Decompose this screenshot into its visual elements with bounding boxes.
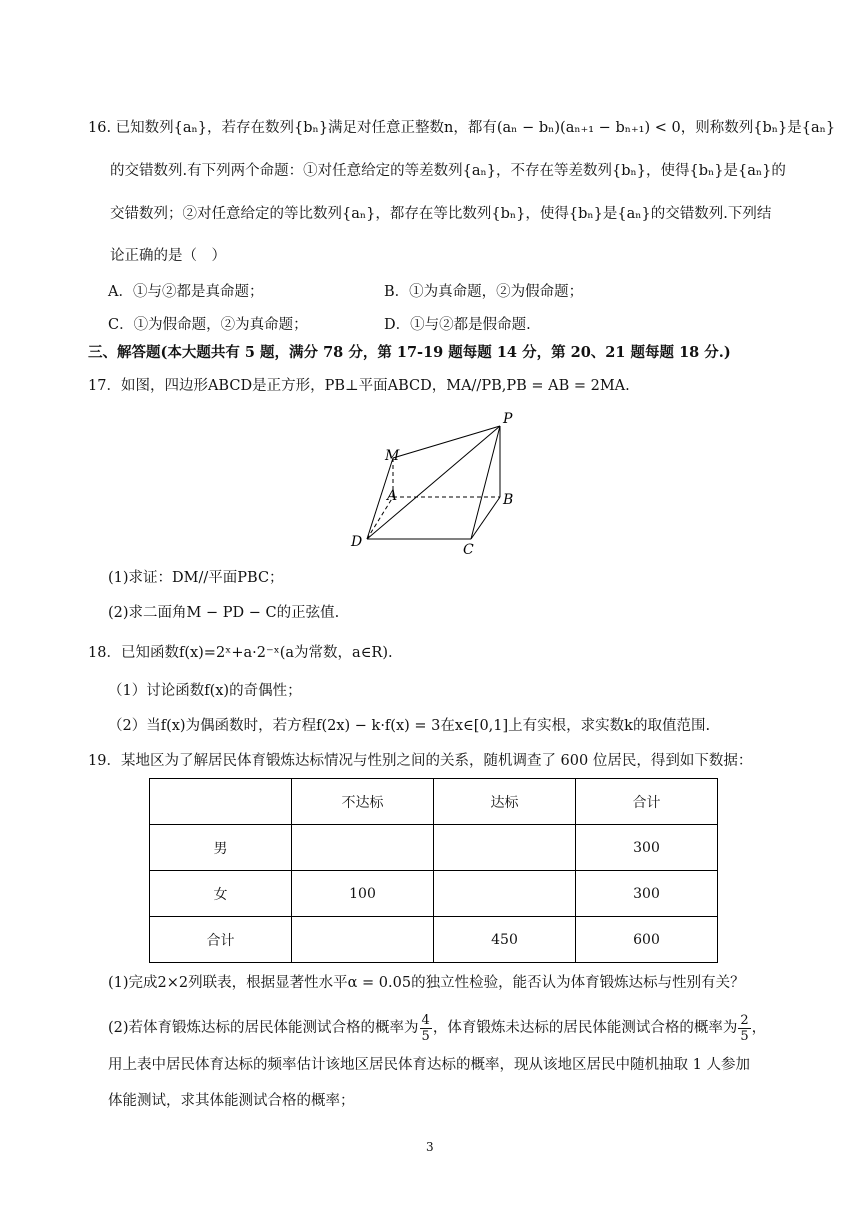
table-row: [150, 825, 718, 871]
table-cell: 合计: [150, 917, 292, 963]
table-cell: 300: [576, 871, 718, 917]
label-p: P: [503, 411, 513, 427]
table-cell: 女: [150, 871, 292, 917]
q19-part-2-text-a: (2)若体育锻炼达标的居民体能测试合格的概率为: [108, 1020, 419, 1036]
table-cell: 100: [292, 871, 434, 917]
table-cell: 600: [576, 917, 718, 963]
q19-part-2-line-1: [108, 1012, 766, 1044]
fraction-denominator: 5: [740, 1028, 749, 1044]
edge-cp: [471, 426, 500, 539]
page-number: 3: [426, 1140, 434, 1154]
label-a: A: [387, 488, 398, 504]
table-cell: 男: [150, 825, 292, 871]
fraction-two-fifths: [738, 1013, 750, 1044]
q16-line-4: 论正确的是（ ）: [110, 248, 226, 264]
table-header-row: [150, 779, 718, 825]
table-cell: [292, 917, 434, 963]
q16-option-c: C．①为假命题，②为真命题；: [108, 317, 308, 333]
table-cell: [434, 871, 576, 917]
q17-part-2: (2)求二面角M − PD − C的正弦值.: [108, 605, 340, 621]
q16-line-1: 16. 已知数列{aₙ}，若存在数列{bₙ}满足对任意正整数n，都有(aₙ − bₙ)(aₙ₊₁ − bₙ₊₁) < 0，则称数列{bₙ}是{aₙ}: [88, 120, 836, 136]
q16-option-d: D．①与②都是假命题.: [384, 317, 531, 333]
q17-stem: 17．如图，四边形ABCD是正方形，PB⊥平面ABCD，MA//PB,PB = AB = 2MA.: [88, 378, 630, 394]
section-3-heading: 三、解答题(本大题共有 5 题，满分 78 分，第 17-19 题每题 14 分，第 20、21 题每题 18 分.): [88, 344, 731, 361]
q19-part-2-line-3: 体能测试，求其体能测试合格的概率；: [108, 1093, 355, 1109]
table-cell: [292, 825, 434, 871]
fraction-four-fifths: [420, 1013, 432, 1044]
table-row: [150, 871, 718, 917]
label-b: B: [503, 492, 514, 508]
q19-part-2-text-c: ，: [751, 1020, 767, 1036]
table-cell: 合计: [576, 779, 718, 825]
edge-cb: [471, 497, 500, 539]
q17-geometry-figure: [345, 408, 535, 558]
q16-option-a: A．①与②都是真命题；: [108, 284, 264, 300]
q18-part-1: （1）讨论函数f(x)的奇偶性；: [108, 683, 302, 699]
q18-part-2: （2）当f(x)为偶函数时，若方程f(2x) − k·f(x) = 3在x∈[0,1]上有实根，求实数k的取值范围.: [108, 718, 711, 734]
q19-part-1: (1)完成2×2列联表，根据显著性水平α = 0.05的独立性检验，能否认为体育锻炼达标与性别有关？: [108, 975, 745, 991]
q19-part-2-line-2: 用上表中居民体育达标的频率估计该地区居民体育达标的概率，现从该地区居民中随机抽取 1 人参加: [108, 1057, 750, 1073]
table-cell: 达标: [434, 779, 576, 825]
q18-stem: 18．已知函数f(x)=2ˣ+a·2⁻ˣ(a为常数，a∈R).: [88, 645, 393, 661]
label-m: M: [385, 448, 400, 464]
q16-line-3: 交错数列；②对任意给定的等比数列{aₙ}，都存在等比数列{bₙ}，使得{bₙ}是{aₙ}的交错数列.下列结: [110, 206, 772, 222]
table-cell: [434, 825, 576, 871]
label-d: D: [351, 534, 363, 550]
fraction-numerator: 2: [740, 1012, 749, 1028]
fraction-denominator: 5: [421, 1028, 430, 1044]
q19-part-2-text-b: ，体育锻炼未达标的居民体能测试合格的概率为: [432, 1020, 738, 1036]
label-c: C: [463, 542, 474, 558]
edge-mp: [393, 426, 500, 458]
table-cell: 450: [434, 917, 576, 963]
table-cell: [150, 779, 292, 825]
q19-contingency-table: [149, 778, 718, 963]
fraction-numerator: 4: [421, 1012, 430, 1028]
table-row: [150, 917, 718, 963]
edge-dp: [367, 426, 500, 539]
q16-option-b: B．①为真命题，②为假命题；: [384, 284, 584, 300]
q19-stem: 19．某地区为了解居民体育锻炼达标情况与性别之间的关系，随机调查了 600 位居民，得到如下数据：: [88, 753, 753, 769]
table-cell: 300: [576, 825, 718, 871]
q16-line-2: 的交错数列.有下列两个命题：①对任意给定的等差数列{aₙ}，不存在等差数列{bₙ}，使得{bₙ}是{aₙ}的: [110, 163, 786, 179]
q17-part-1: (1)求证：DM//平面PBC；: [108, 570, 284, 586]
table-cell: 不达标: [292, 779, 434, 825]
